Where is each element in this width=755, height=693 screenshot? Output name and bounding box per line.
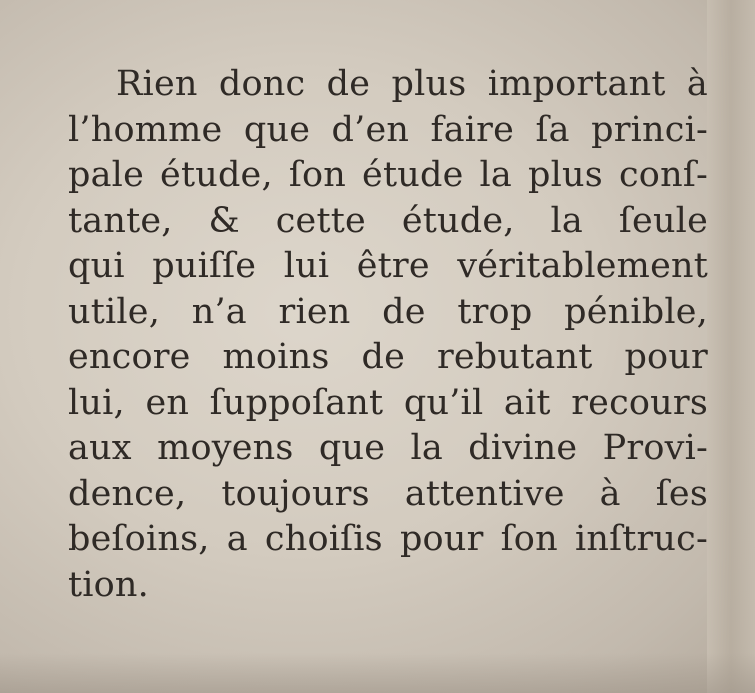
paragraph-line: encore moins de rebutant pour (68, 337, 708, 377)
paragraph-line: tante, & cette étude, la ſeule (68, 200, 708, 241)
paragraph-line: aux moyens que la divine Provi- (68, 428, 708, 468)
paragraph-line: lui, en ſuppoſant qu’il ait recours (68, 382, 708, 423)
paragraph-line: pale étude, ſon étude la plus conſ- (68, 155, 708, 195)
paragraph-line: Rien donc de plus important à (116, 64, 708, 104)
paragraph (68, 62, 708, 608)
paragraph-line: tion. (68, 564, 149, 605)
paragraph-line: qui puiſſe lui être véritablement (68, 246, 708, 286)
paragraph-line: dence, toujours attentive à ſes (68, 473, 708, 514)
paragraph-line: l’homme que d’en faire ſa princi- (68, 109, 708, 150)
paragraph-line: beſoins, a choiſis pour ſon inſtruc- (68, 519, 708, 559)
page-shadow (0, 653, 755, 693)
paragraph-line: utile, n’a rien de trop pénible, (68, 291, 708, 332)
page-gutter (707, 0, 755, 693)
